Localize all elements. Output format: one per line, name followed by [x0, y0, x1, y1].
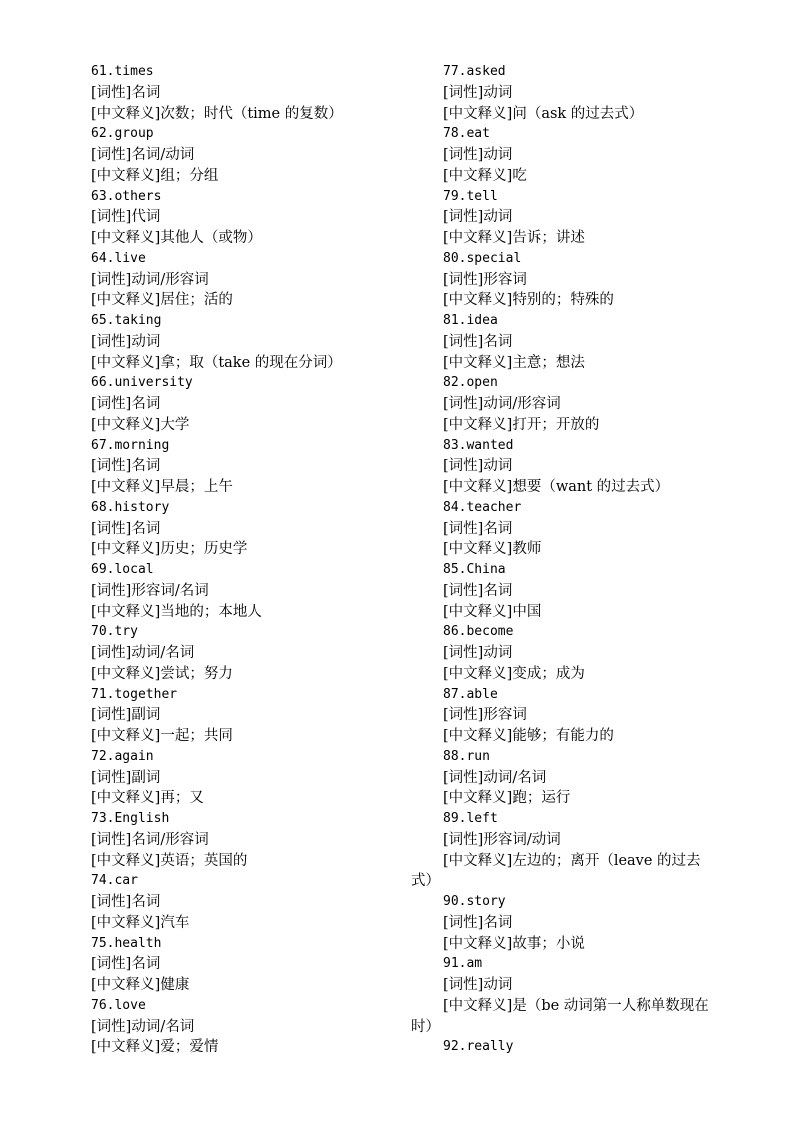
entry-meaning: [中文释义]跑；运行 [443, 790, 571, 807]
vocab-entry [91, 809, 411, 871]
entry-pos: [词性]动词 [443, 209, 513, 226]
entry-word: 79.tell [443, 188, 498, 204]
vocab-entry [91, 62, 411, 124]
entry-word: 73.English [91, 811, 170, 826]
entry-meaning: [中文释义]打开；开放的 [443, 416, 600, 433]
entry-pos: [词性]动词/名词 [443, 769, 547, 786]
entry-pos: [词性]动词 [91, 333, 161, 350]
entry-pos: [词性]名词 [91, 84, 161, 101]
entry-meaning: [中文释义]拿；取（take 的现在分词） [91, 354, 342, 371]
entry-meaning: [中文释义]尝试；努力 [91, 665, 233, 682]
vocab-entry [411, 809, 743, 892]
entry-meaning: [中文释义]汽车 [91, 914, 190, 931]
entry-pos: [词性]动词/名词 [91, 1018, 195, 1035]
entry-meaning: [中文释义]是（be 动词第一人称单数现在 [443, 997, 709, 1014]
entry-meaning: [中文释义]告诉；讲述 [443, 230, 585, 246]
vocab-entry [91, 747, 411, 809]
entry-word: 85.China [443, 562, 506, 577]
entry-meaning: [中文释义]中国 [443, 603, 542, 620]
entry-meaning: [中文释义]想要（want 的过去式） [443, 479, 670, 495]
entry-pos: [词性]名词/形容词 [91, 831, 209, 848]
entry-pos: [词性]名词 [91, 894, 161, 910]
vocab-entry [91, 996, 411, 1058]
vocab-entry [91, 934, 411, 996]
entry-meaning: [中文释义]能够；有能力的 [443, 728, 614, 744]
entry-word: 68.history [91, 499, 170, 515]
entry-word: 71.together [91, 686, 178, 702]
vocab-entry [443, 892, 743, 954]
entry-word: 83.wanted [443, 437, 514, 453]
entry-pos: [词性]代词 [91, 209, 161, 226]
entry-pos: [词性]名词 [91, 458, 161, 475]
entry-meaning: [中文释义]一起；共同 [91, 728, 233, 744]
vocab-entry [443, 436, 743, 498]
vocab-entry [91, 560, 411, 622]
entry-meaning: [中文释义]教师 [443, 541, 542, 558]
entry-meaning-continued: 式） [411, 873, 440, 890]
entry-meaning: [中文释义]问（ask 的过去式） [443, 105, 644, 122]
entry-word: 74.car [91, 873, 138, 889]
vocab-entry [443, 560, 743, 622]
entry-pos: [词性]动词 [443, 977, 513, 993]
entry-pos: [词性]动词/形容词 [443, 396, 561, 412]
vocab-entry [443, 622, 743, 684]
entry-meaning: [中文释义]大学 [91, 416, 190, 433]
entry-word: 89.left [443, 811, 498, 826]
entry-meaning: [中文释义]特别的；特殊的 [443, 292, 614, 309]
entry-pos: [词性]动词 [443, 645, 513, 661]
entry-word: 66.university [91, 375, 193, 391]
entry-word: 77.asked [443, 64, 506, 79]
vocab-entry [443, 311, 743, 373]
entry-pos: [词性]名词 [443, 333, 513, 350]
entry-meaning: [中文释义]吃 [443, 167, 527, 184]
left-column [91, 62, 411, 1058]
entry-meaning: [中文释义]居住；活的 [91, 292, 233, 309]
entry-meaning: [中文释义]其他人（或物） [91, 230, 262, 246]
vocab-entry [91, 436, 411, 498]
entry-meaning: [中文释义]故事；小说 [443, 935, 585, 952]
entry-word: 72.again [91, 748, 154, 764]
entry-word: 76.love [91, 997, 146, 1013]
vocab-entry [443, 1037, 743, 1058]
entry-meaning: [中文释义]组；分组 [91, 167, 219, 184]
right-column [411, 62, 743, 1058]
entry-word: 63.others [91, 188, 162, 204]
entry-meaning: [中文释义]当地的；本地人 [91, 603, 262, 620]
entry-word: 87.able [443, 686, 498, 702]
vocab-entry [443, 498, 743, 560]
vocab-entry [443, 124, 743, 186]
entry-word: 67.morning [91, 437, 170, 453]
entry-pos: [词性]动词/形容词 [91, 271, 209, 288]
entry-meaning: [中文释义]早晨；上午 [91, 479, 233, 495]
entry-word: 86.become [443, 624, 514, 640]
entry-pos: [词性]名词 [91, 396, 161, 412]
entry-word: 81.idea [443, 313, 498, 328]
entry-pos: [词性]名词 [91, 956, 161, 973]
entry-word: 64.live [91, 250, 146, 266]
entry-word: 92.really [443, 1039, 514, 1055]
entry-meaning: [中文释义]左边的；离开（leave 的过去 [443, 852, 701, 869]
entry-word: 88.run [443, 748, 490, 764]
entry-pos: [词性]名词 [443, 914, 513, 931]
entry-pos: [词性]形容词/动词 [443, 831, 561, 848]
entry-pos: [词性]动词 [443, 84, 513, 101]
entry-meaning: [中文释义]次数；时代（time 的复数） [91, 105, 343, 122]
entry-pos: [词性]形容词/名词 [91, 582, 209, 599]
entry-word: 78.eat [443, 126, 490, 142]
entry-word: 65.taking [91, 313, 162, 328]
entry-word: 62.group [91, 126, 154, 142]
vocab-entry [91, 124, 411, 186]
vocab-entry [91, 622, 411, 684]
vocab-entry [91, 249, 411, 311]
vocab-entry [443, 187, 743, 249]
entry-meaning: [中文释义]健康 [91, 977, 190, 993]
vocab-entry [443, 373, 743, 435]
entry-word: 70.try [91, 624, 138, 640]
entry-word: 90.story [443, 894, 506, 909]
entry-word: 75.health [91, 935, 162, 951]
entry-pos: [词性]动词 [443, 458, 513, 475]
entry-pos: [词性]副词 [91, 769, 161, 786]
entry-pos: [词性]名词/动词 [91, 147, 195, 163]
vocab-entry [91, 871, 411, 933]
entry-meaning: [中文释义]主意；想法 [443, 354, 585, 371]
vocab-entry [91, 187, 411, 249]
entry-meaning-continued: 时） [411, 1018, 440, 1035]
entry-meaning: [中文释义]爱；爱情 [91, 1039, 219, 1056]
entry-pos: [词性]动词/名词 [91, 645, 195, 661]
entry-meaning: [中文释义]变成；成为 [443, 665, 585, 682]
vocab-entry [91, 311, 411, 373]
vocab-entry [91, 373, 411, 435]
vocab-entry [443, 249, 743, 311]
vocab-entry [443, 62, 743, 124]
entry-pos: [词性]形容词 [443, 271, 527, 288]
entry-word: 82.open [443, 375, 498, 391]
vocab-entry [443, 747, 743, 809]
vocab-entry [411, 954, 743, 1037]
entry-word: 91.am [443, 956, 483, 972]
entry-pos: [词性]名词 [443, 582, 513, 599]
entry-word: 84.teacher [443, 499, 522, 515]
entry-word: 80.special [443, 250, 522, 266]
entry-meaning: [中文释义]历史；历史学 [91, 541, 248, 558]
entry-pos: [词性]副词 [91, 707, 161, 724]
entry-meaning: [中文释义]再；又 [91, 790, 204, 807]
vocab-entry [443, 685, 743, 747]
entry-pos: [词性]名词 [91, 520, 161, 537]
entry-pos: [词性]动词 [443, 147, 513, 163]
entry-pos: [词性]名词 [443, 520, 513, 537]
vocab-entry [91, 685, 411, 747]
entry-word: 69.local [91, 562, 154, 577]
entry-word: 61.times [91, 64, 154, 79]
entry-pos: [词性]形容词 [443, 707, 527, 724]
vocab-entry [91, 498, 411, 560]
entry-meaning: [中文释义]英语；英国的 [91, 852, 248, 869]
